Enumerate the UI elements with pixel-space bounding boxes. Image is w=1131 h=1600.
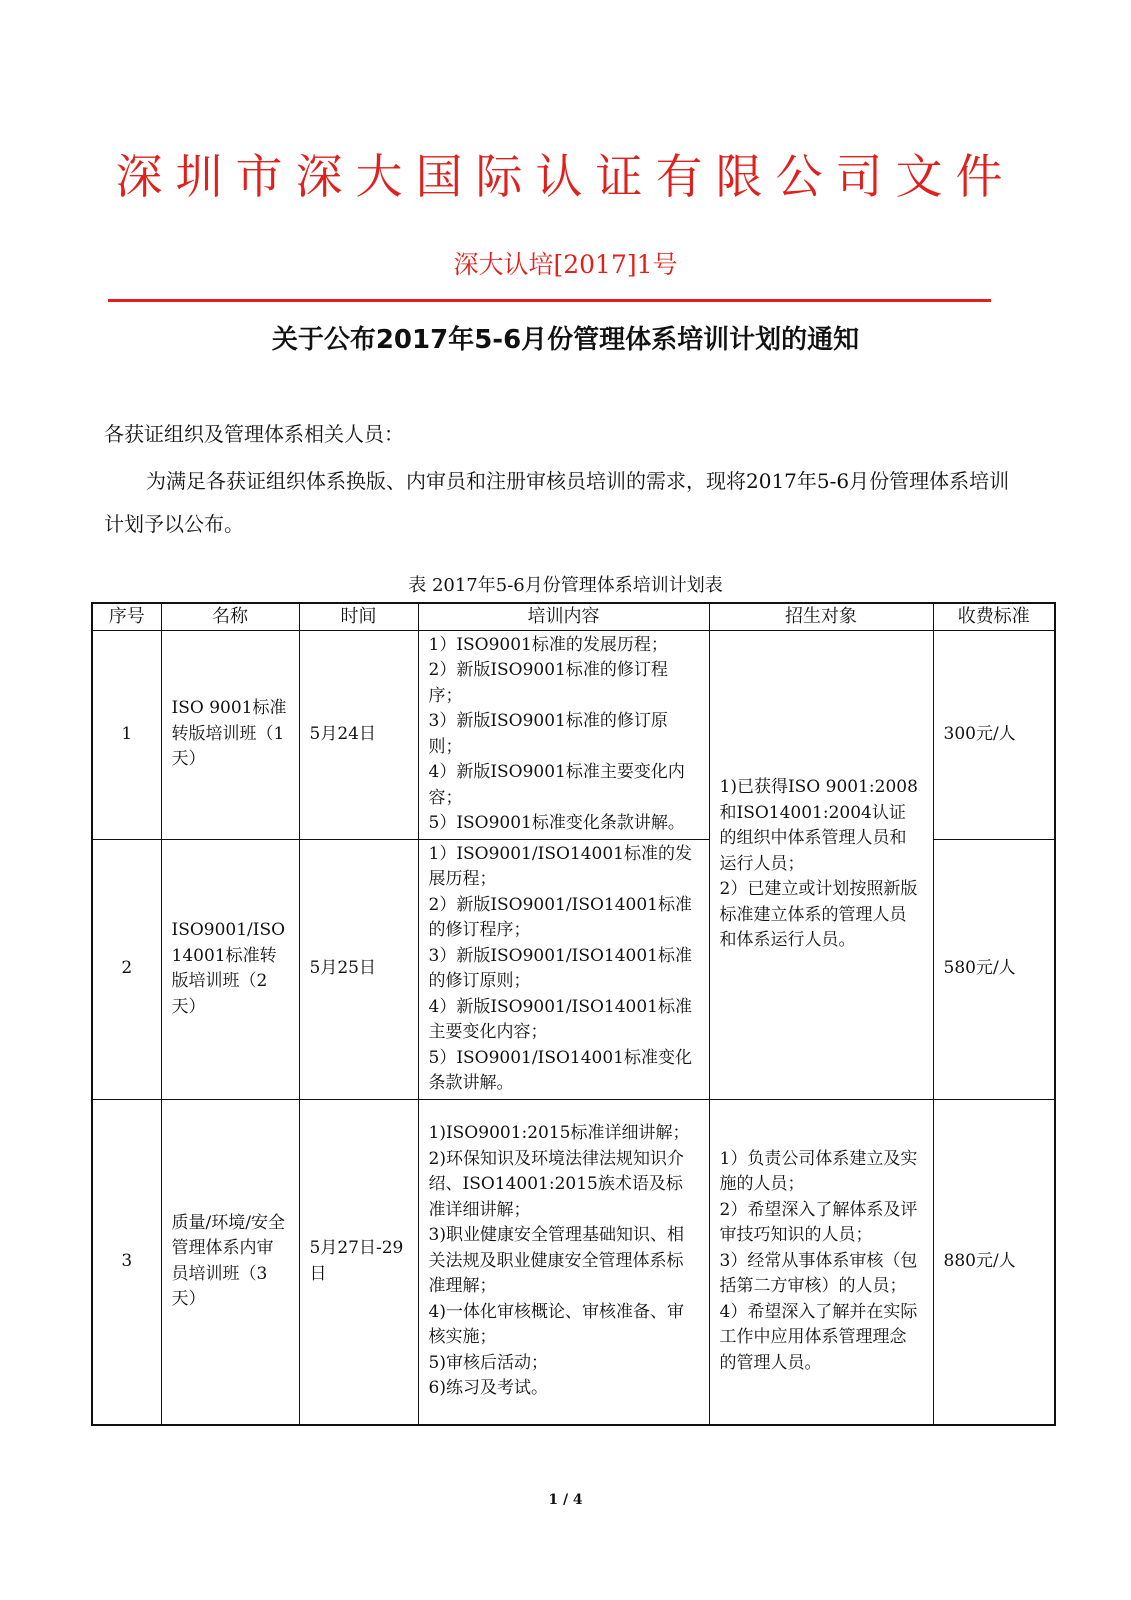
row-date: 5月25日 (299, 839, 418, 1099)
content-item: 5)审核后活动； (428, 1352, 548, 1373)
table-header-row (92, 603, 1055, 630)
target-item: 1）负责公司体系建立及实施的人员； (719, 1148, 918, 1195)
row-no: 2 (92, 839, 161, 1099)
target-item: 2）已建立或计划按照新版标准建立体系的管理人员和体系运行人员。 (719, 879, 918, 951)
content-item: 3）新版ISO9001标准的修订原则； (428, 711, 668, 757)
row-no: 1 (92, 630, 161, 839)
row-name: ISO9001/ISO14001标准转版培训班（2天） (161, 839, 299, 1099)
content-item: 5）ISO9001/ISO14001标准变化条款讲解。 (428, 1047, 692, 1093)
header-fee: 收费标准 (933, 603, 1055, 630)
table-caption: 表 2017年5-6月份管理体系培训计划表 (408, 575, 723, 596)
header-content: 培训内容 (418, 603, 709, 630)
row-date: 5月24日 (299, 630, 418, 839)
table-row (92, 630, 1055, 839)
content-item: 4)一体化审核概论、审核准备、审核实施； (428, 1301, 684, 1348)
content-item: 2）新版ISO9001标准的修订程序； (428, 660, 668, 706)
salutation: 各获证组织及管理体系相关人员： (104, 422, 404, 446)
target-item: 4）希望深入了解并在实际工作中应用体系管理理念的管理人员。 (719, 1301, 918, 1373)
content-item: 1）ISO9001标准的发展历程； (428, 634, 668, 655)
header-date: 时间 (299, 603, 418, 630)
document-number: 深大认培[2017]1号 (453, 250, 678, 279)
row-fee: 880元/人 (933, 1099, 1055, 1425)
content-item: 3)职业健康安全管理基础知识、相关法规及职业健康安全管理体系标准理解； (428, 1225, 684, 1297)
row-date: 5月27日-29日 (299, 1099, 418, 1425)
row-content (418, 1099, 709, 1425)
row-target (709, 630, 933, 1099)
content-item: 4）新版ISO9001标准主要变化内容； (428, 762, 685, 808)
content-item: 6)练习及考试。 (428, 1378, 548, 1399)
row-fee: 300元/人 (933, 630, 1055, 839)
header-divider (108, 299, 991, 302)
target-item: 3）经常从事体系审核（包括第二方审核）的人员； (719, 1250, 918, 1297)
content-item: 4）新版ISO9001/ISO14001标准主要变化内容； (428, 996, 692, 1042)
row-content (418, 630, 709, 839)
row-name: ISO 9001标准转版培训班（1天） (161, 630, 299, 839)
content-item: 1）ISO9001/ISO14001标准的发展历程； (428, 843, 692, 889)
content-item: 1)ISO9001:2015标准详细讲解； (428, 1123, 690, 1144)
row-content (418, 839, 709, 1099)
row-no: 3 (92, 1099, 161, 1425)
content-item: 2）新版ISO9001/ISO14001标准的修订程序； (428, 894, 692, 940)
header-no: 序号 (92, 603, 161, 630)
target-item: 2）希望深入了解体系及评审技巧知识的人员； (719, 1199, 918, 1246)
table-row (92, 1099, 1055, 1425)
row-target (709, 1099, 933, 1425)
intro-paragraph: 为满足各获证组织体系换版、内审员和注册审核员培训的需求，现将2017年5-6月份管理体系培训计划予以公布。 (104, 469, 1010, 536)
row-name: 质量/环境/安全管理体系内审员培训班（3天） (161, 1099, 299, 1425)
target-item: 1)已获得ISO 9001:2008和ISO14001:2004认证的组织中体系管理人员和运行人员； (719, 777, 918, 874)
notice-title: 关于公布2017年5-6月份管理体系培训计划的通知 (271, 325, 860, 355)
content-item: 5）ISO9001标准变化条款讲解。 (428, 813, 685, 833)
content-item: 2)环保知识及环境法律法规知识介绍、ISO14001:2015族术语及标准详细讲解； (428, 1148, 684, 1220)
page-number: 1 / 4 (548, 1492, 583, 1508)
header-name: 名称 (161, 603, 299, 630)
row-fee: 580元/人 (933, 839, 1055, 1099)
header-target: 招生对象 (709, 603, 933, 630)
content-item: 3）新版ISO9001/ISO14001标准的修订原则； (428, 945, 692, 991)
company-document-title: 深圳市深大国际认证有限公司文件 (115, 150, 1016, 205)
training-plan-table (91, 602, 1056, 1426)
